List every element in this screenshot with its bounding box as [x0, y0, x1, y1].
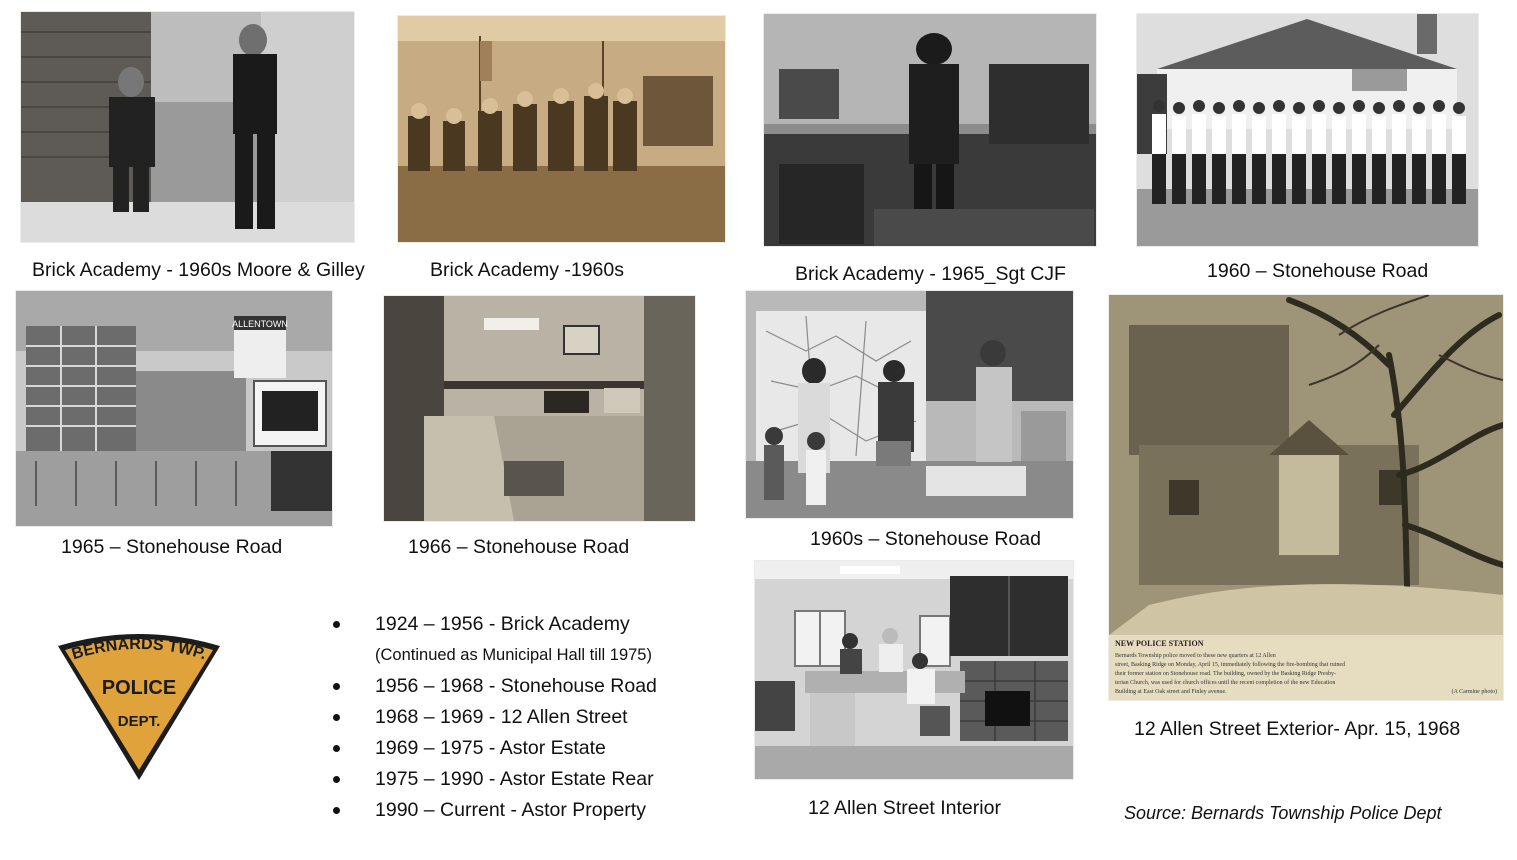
timeline-item: 1969 – 1975 - Astor Estate — [330, 734, 657, 765]
caption-brick-academy-moore-gilley: Brick Academy - 1960s Moore & Gilley — [32, 259, 365, 281]
photo-1965-stonehouse-road — [16, 291, 332, 526]
badge-line-3: DEPT. — [117, 713, 161, 730]
timeline-item: 1990 – Current - Astor Property — [330, 796, 657, 827]
calendar-sign: ALLENTOWN — [232, 319, 288, 329]
caption-brick-academy-sgt-cjf: Brick Academy - 1965_Sgt CJF — [795, 263, 1066, 285]
timeline-item: 1968 – 1969 - 12 Allen Street — [330, 703, 657, 734]
caption-1960-stonehouse-road: 1960 – Stonehouse Road — [1207, 260, 1429, 282]
clipping-line-4: terian Church, was used for church offices until the recent completion of the new Education — [1115, 680, 1336, 686]
caption-12-allen-street-exterior: 12 Allen Street Exterior- Apr. 15, 1968 — [1134, 718, 1461, 740]
timeline-item: 1975 – 1990 - Astor Estate Rear — [330, 765, 657, 796]
clipping-line-2: street, Basking Ridge on Monday, April 15, immediately following the fire-bombing that ruined — [1115, 662, 1346, 668]
timeline-note: (Continued as Municipal Hall till 1975) — [375, 646, 652, 664]
caption-1960s-stonehouse-road: 1960s – Stonehouse Road — [810, 528, 1041, 550]
photo-1960-stonehouse-road — [1137, 14, 1478, 246]
badge-line-1: BERNARDS TWP. — [69, 635, 209, 664]
location-timeline — [330, 610, 657, 827]
caption-1966-stonehouse-road: 1966 – Stonehouse Road — [408, 536, 630, 558]
caption-12-allen-street-interior: 12 Allen Street Interior — [808, 797, 1001, 819]
caption-1965-stonehouse-road: 1965 – Stonehouse Road — [61, 536, 283, 558]
photo-12-allen-street-exterior — [1109, 295, 1503, 700]
clipping-line-3: their former station on Stonehouse road. The building, owned by the Basking Ridge Presby- — [1115, 671, 1337, 677]
clipping-credit: (A Carmine photo) — [1451, 689, 1497, 695]
photo-1960s-stonehouse-road — [746, 291, 1073, 518]
photo-brick-academy-sgt-cjf — [764, 14, 1096, 246]
photo-brick-academy-moore-gilley — [21, 12, 354, 242]
clipping-headline: NEW POLICE STATION — [1115, 639, 1204, 648]
photo-1966-stonehouse-road — [384, 296, 695, 521]
source-credit: Source: Bernards Township Police Dept — [1124, 803, 1442, 823]
photo-brick-academy-1960s — [398, 16, 725, 242]
police-patch-badge — [50, 628, 228, 788]
timeline-item: 1924 – 1956 - Brick Academy — [330, 610, 657, 641]
clipping-line-5: Building at East Oak street and Finley avenue. — [1115, 689, 1227, 695]
badge-line-2: POLICE — [101, 677, 177, 699]
photo-12-allen-street-interior — [755, 561, 1073, 779]
timeline-item: 1956 – 1968 - Stonehouse Road — [330, 672, 657, 703]
caption-brick-academy-1960s: Brick Academy -1960s — [430, 259, 625, 281]
clipping-line-1: Bernards Township police moved to these new quarters at 12 Allen — [1115, 653, 1276, 659]
